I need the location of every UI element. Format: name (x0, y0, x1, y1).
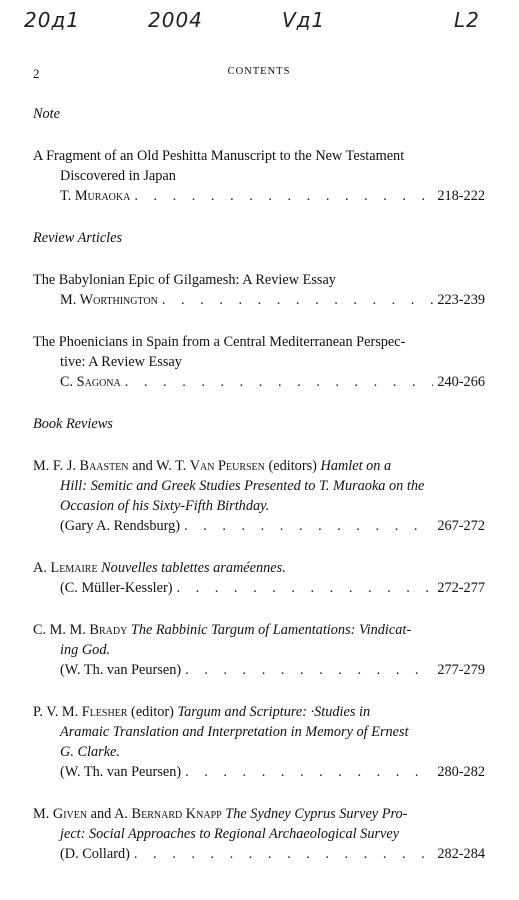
entry-author-line (33, 186, 485, 206)
entry-author: M. Worthington (60, 292, 158, 308)
page-range: 240-266 (437, 374, 485, 390)
review-heading: P. V. M. Flesher (editor) Targum and Scripture: ·Studies in (33, 704, 371, 720)
page-range: 277-279 (437, 662, 485, 678)
page-range: 218-222 (437, 188, 485, 204)
page-range: 223-239 (437, 292, 485, 308)
review-heading: M. F. J. Baasten and W. T. Van Peursen (editors) Hamlet on a (33, 458, 392, 474)
contents-list (33, 104, 485, 864)
review-entry (33, 620, 485, 680)
handwritten-note: Vд1 (282, 8, 326, 32)
review-title-cont: G. Clarke. (60, 744, 120, 760)
reviewer-line (33, 844, 485, 864)
review-title-cont: Hill: Semitic and Greek Studies Presented to T. Muraoka on the (60, 478, 425, 494)
running-head: CONTENTS (227, 66, 291, 77)
handwritten-note: 2004 (148, 8, 203, 32)
entry-author: C. Sagona (60, 374, 121, 390)
review-entry (33, 558, 485, 598)
review-heading: M. Given and A. Bernard Knapp The Sydney Cyprus Survey Pro- (33, 806, 408, 822)
review-entry (33, 702, 485, 782)
dot-leader (162, 290, 433, 310)
review-entry (33, 804, 485, 864)
entry-title: A Fragment of an Old Peshitta Manuscript to the New Testament (33, 148, 405, 164)
reviewer-line (33, 578, 485, 598)
review-title-cont: ing God. (60, 642, 111, 658)
section-title: Review Articles (33, 230, 123, 246)
entry-author-line (33, 372, 485, 392)
review-heading: A. Lemaire Nouvelles tablettes araméennes. (33, 560, 286, 576)
section-title: Note (33, 106, 61, 122)
dot-leader (134, 844, 433, 864)
entry-title-cont: Discovered in Japan (60, 168, 176, 184)
section-title: Book Reviews (33, 416, 113, 432)
reviewer-line (33, 516, 485, 536)
reviewer: (C. Müller-Kessler) (60, 580, 173, 596)
dot-leader (134, 186, 433, 206)
toc-entry (33, 332, 485, 392)
reviewer-line (33, 660, 485, 680)
toc-entry (33, 270, 485, 310)
page-number: 2 (33, 66, 40, 81)
toc-entry (33, 146, 485, 206)
reviewer: (D. Collard) (60, 846, 130, 862)
reviewer-line (33, 762, 485, 782)
page-range: 282-284 (437, 846, 485, 862)
reviewer: (Gary A. Rendsburg) (60, 518, 181, 534)
entry-title-cont: tive: A Review Essay (60, 354, 182, 370)
entry-author: T. Muraoka (60, 188, 131, 204)
dot-leader (185, 660, 433, 680)
review-heading: C. M. M. Brady The Rabbinic Targum of Lamentations: Vindicat- (33, 622, 412, 638)
page-range: 272-277 (437, 580, 485, 596)
entry-title: The Babylonian Epic of Gilgamesh: A Review Essay (33, 272, 336, 288)
handwritten-note: 20д1 (24, 8, 81, 32)
page-range: 267-272 (437, 518, 485, 534)
entry-title: The Phoenicians in Spain from a Central Mediterranean Perspec- (33, 334, 406, 350)
page-range: 280-282 (437, 764, 485, 780)
review-title-cont: ject: Social Approaches to Regional Archaeological Survey (60, 826, 400, 842)
dot-leader (176, 578, 433, 598)
page-header (33, 66, 485, 86)
dot-leader (185, 762, 433, 782)
dot-leader (184, 516, 433, 536)
handwritten-note: L2 (454, 8, 480, 32)
reviewer: (W. Th. van Peursen) (60, 662, 182, 678)
reviewer: (W. Th. van Peursen) (60, 764, 182, 780)
review-title-cont: Aramaic Translation and Interpretation in Memory of Ernest (60, 724, 409, 740)
entry-author-line (33, 290, 485, 310)
dot-leader (125, 372, 434, 392)
review-entry (33, 456, 485, 536)
review-title-cont: Occasion of his Sixty-Fifth Birthday. (60, 498, 270, 514)
